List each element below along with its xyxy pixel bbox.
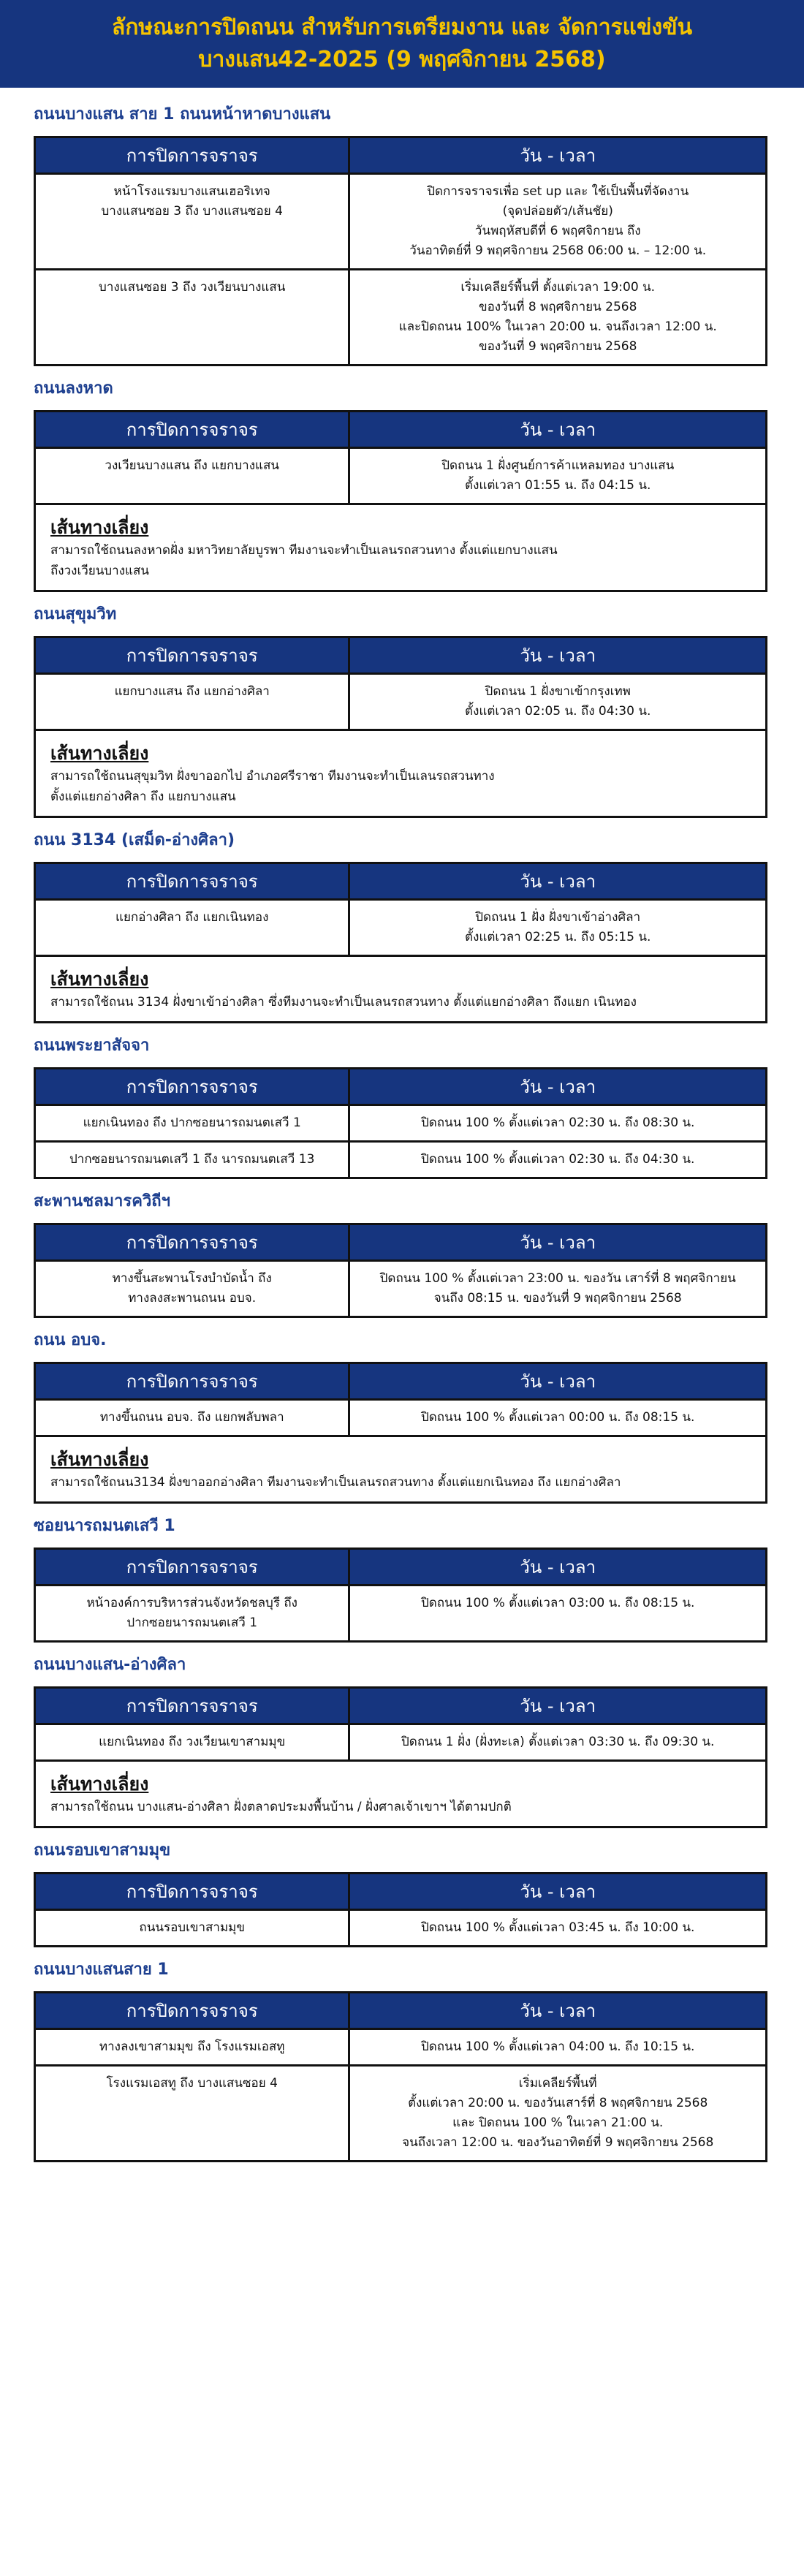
section-title: ถนนพระยาสัจจา	[34, 1037, 150, 1055]
table-row	[35, 900, 767, 956]
road-closure-list	[0, 88, 804, 2162]
closure-cell: หน้าองค์การบริหารส่วนจังหวัดชลบุรี ถึง ปากซอยนารถมนตเสวี 1	[35, 1586, 349, 1642]
detour-row	[35, 1761, 767, 1827]
datetime-column-header: วัน - เวลา	[349, 637, 767, 674]
datetime-column-header: วัน - เวลา	[349, 1688, 767, 1724]
detour-row	[35, 1436, 767, 1503]
closure-cell: แยกเนินทอง ถึง วงเวียนเขาสามมุข	[35, 1724, 349, 1761]
datetime-cell: ปิดถนน 100 % ตั้งแต่เวลา 02:30 น. ถึง 08:30 น.	[349, 1105, 767, 1142]
detour-row	[35, 504, 767, 591]
section-title: ถนน อบจ.	[34, 1331, 107, 1349]
table-row	[35, 674, 767, 730]
closure-column-header: การปิดการจราจร	[35, 412, 349, 448]
detour-label: เส้นทางเลี่ยง	[50, 517, 149, 538]
closure-cell: วงเวียนบางแสน ถึง แยกบางแสน	[35, 448, 349, 504]
table-row	[35, 174, 767, 270]
closure-cell: ทางลงเขาสามมุข ถึง โรงแรมเอสทู	[35, 2029, 349, 2066]
table-header-row	[35, 1549, 767, 1586]
datetime-cell: ปิดถนน 100 % ตั้งแต่เวลา 03:45 น. ถึง 10:00 น.	[349, 1910, 767, 1947]
table-header-row	[35, 1224, 767, 1261]
detour-cell	[35, 1436, 767, 1503]
datetime-cell: ปิดถนน 1 ฝั่ง (ฝั่งทะเล) ตั้งแต่เวลา 03:30 น. ถึง 09:30 น.	[349, 1724, 767, 1761]
datetime-cell: ปิดถนน 100 % ตั้งแต่เวลา 00:00 น. ถึง 08:15 น.	[349, 1400, 767, 1436]
table-row	[35, 448, 767, 504]
detour-text: สามารถใช้ถนน3134 ฝั่งขาออกอ่างศิลา ทีมงานจะทำเป็นเลนรถสวนทาง ตั้งแต่แยกเนินทอง ถึง แยกอ่างศิลา	[50, 1475, 621, 1490]
road-section	[34, 1035, 770, 1179]
detour-label: เส้นทางเลี่ยง	[50, 1449, 149, 1470]
closure-cell: ถนนรอบเขาสามมุข	[35, 1910, 349, 1947]
detour-text: สามารถใช้ถนน 3134 ฝั่งขาเข้าอ่างศิลา ซึ่งทีมงานจะทำเป็นเลนรถสวนทาง ตั้งแต่แยกอ่างศิลา ถึงแยก เนินทอง	[50, 995, 637, 1009]
page-title-line-1: ลักษณะการปิดถนน สำหรับการเตรียมงาน และ จัดการแข่งขัน	[111, 15, 693, 40]
road-section	[34, 1515, 770, 1643]
datetime-cell: ปิดการจราจรเพื่อ set up และ ใช้เป็นพื้นที่จัดงาน (จุดปล่อยตัว/เส้นชัย) วันพฤหัสบดีที่ 6 พฤศจิกายน ถึง วันอาทิตย์ที่ 9 พฤศจิกายน 2568 06:00 น. – 12:00 น.	[349, 174, 767, 270]
closure-table	[34, 410, 767, 592]
section-title: ถนนบางแสน สาย 1 ถนนหน้าหาดบางแสน	[34, 105, 331, 124]
closure-column-header: การปิดการจราจร	[35, 1688, 349, 1724]
closure-table	[34, 1686, 767, 1828]
datetime-column-header: วัน - เวลา	[349, 1224, 767, 1261]
road-section	[34, 1654, 770, 1828]
datetime-column-header: วัน - เวลา	[349, 1069, 767, 1105]
closure-cell: ทางขึ้นสะพานโรงบำบัดน้ำ ถึง ทางลงสะพานถนน อบจ.	[35, 1261, 349, 1317]
table-header-row	[35, 1688, 767, 1724]
datetime-column-header: วัน - เวลา	[349, 1993, 767, 2029]
datetime-column-header: วัน - เวลา	[349, 412, 767, 448]
road-section	[34, 604, 770, 818]
closure-column-header: การปิดการจราจร	[35, 863, 349, 900]
closure-table	[34, 1362, 767, 1504]
datetime-cell: ปิดถนน 1 ฝั่งศูนย์การค้าแหลมทอง บางแสน ตั้งแต่เวลา 01:55 น. ถึง 04:15 น.	[349, 448, 767, 504]
closure-column-header: การปิดการจราจร	[35, 137, 349, 174]
table-row	[35, 1400, 767, 1436]
closure-table	[34, 1223, 767, 1318]
closure-table	[34, 1991, 767, 2162]
datetime-cell: ปิดถนน 100 % ตั้งแต่เวลา 03:00 น. ถึง 08:15 น.	[349, 1586, 767, 1642]
closure-cell: โรงแรมเอสทู ถึง บางแสนซอย 4	[35, 2066, 349, 2162]
closure-table	[34, 136, 767, 366]
closure-column-header: การปิดการจราจร	[35, 1224, 349, 1261]
closure-table	[34, 1872, 767, 1947]
detour-cell	[35, 956, 767, 1023]
detour-text: สามารถใช้ถนนสุขุมวิท ฝั่งขาออกไป อำเภอศรีราชา ทีมงานจะทำเป็นเลนรถสวนทาง ตั้งแต่แยกอ่างศิลา ถึง แยกบางแสน	[50, 769, 495, 804]
road-section	[34, 104, 770, 366]
detour-label: เส้นทางเลี่ยง	[50, 1773, 149, 1795]
closure-column-header: การปิดการจราจร	[35, 1993, 349, 2029]
table-row	[35, 1261, 767, 1317]
detour-label: เส้นทางเลี่ยง	[50, 969, 149, 990]
section-title: ซอยนารถมนตเสวี 1	[34, 1517, 175, 1535]
table-header-row	[35, 1363, 767, 1400]
road-section	[34, 1191, 770, 1318]
section-title: ถนนรอบเขาสามมุข	[34, 1841, 171, 1860]
datetime-cell: ปิดถนน 100 % ตั้งแต่เวลา 23:00 น. ของวัน เสาร์ที่ 8 พฤศจิกายน จนถึง 08:15 น. ของวันที่ 9 พฤศจิกายน 2568	[349, 1261, 767, 1317]
closure-column-header: การปิดการจราจร	[35, 1069, 349, 1105]
datetime-column-header: วัน - เวลา	[349, 1549, 767, 1586]
table-header-row	[35, 1874, 767, 1910]
section-title: ถนนลงหาด	[34, 379, 113, 398]
detour-label: เส้นทางเลี่ยง	[50, 743, 149, 764]
detour-cell	[35, 1761, 767, 1827]
closure-column-header: การปิดการจราจร	[35, 637, 349, 674]
closure-cell: แยกอ่างศิลา ถึง แยกเนินทอง	[35, 900, 349, 956]
table-row	[35, 2029, 767, 2066]
section-title: ถนน 3134 (เสม็ด-อ่างศิลา)	[34, 831, 235, 849]
table-header-row	[35, 1993, 767, 2029]
page-title-line-2: บางแสน42-2025 (9 พฤศจิกายน 2568)	[198, 47, 606, 72]
datetime-column-header: วัน - เวลา	[349, 1363, 767, 1400]
datetime-cell: ปิดถนน 100 % ตั้งแต่เวลา 02:30 น. ถึง 04:30 น.	[349, 1142, 767, 1178]
road-section	[34, 1840, 770, 1947]
closure-cell: หน้าโรงแรมบางแสนเฮอริเทจ บางแสนซอย 3 ถึง บางแสนซอย 4	[35, 174, 349, 270]
closure-cell: บางแสนซอย 3 ถึง วงเวียนบางแสน	[35, 270, 349, 365]
road-section	[34, 1959, 770, 2162]
table-header-row	[35, 412, 767, 448]
closure-cell: ปากซอยนารถมนตเสวี 1 ถึง นารถมนตเสวี 13	[35, 1142, 349, 1178]
table-row	[35, 1724, 767, 1761]
datetime-cell: ปิดถนน 100 % ตั้งแต่เวลา 04:00 น. ถึง 10:15 น.	[349, 2029, 767, 2066]
closure-column-header: การปิดการจราจร	[35, 1363, 349, 1400]
datetime-column-header: วัน - เวลา	[349, 1874, 767, 1910]
closure-table	[34, 862, 767, 1023]
table-row	[35, 270, 767, 365]
detour-cell	[35, 730, 767, 817]
closure-table	[34, 1067, 767, 1179]
closure-column-header: การปิดการจราจร	[35, 1549, 349, 1586]
closure-cell: ทางขึ้นถนน อบจ. ถึง แยกพลับพลา	[35, 1400, 349, 1436]
datetime-cell: เริ่มเคลียร์พื้นที่ ตั้งแต่เวลา 20:00 น. ของวันเสาร์ที่ 8 พฤศจิกายน 2568 และ ปิดถนน 100 % ในเวลา 21:00 น. จนถึงเวลา 12:00 น. ของวันอาทิตย์ที่ 9 พฤศจิกายน 2568	[349, 2066, 767, 2162]
section-title: ถนนบางแสน-อ่างศิลา	[34, 1656, 186, 1674]
section-title: สะพานชลมารควิถีฯ	[34, 1192, 170, 1211]
closure-cell: แยกบางแสน ถึง แยกอ่างศิลา	[35, 674, 349, 730]
table-row	[35, 1105, 767, 1142]
detour-text: สามารถใช้ถนนลงหาดฝั่ง มหาวิทยาลัยบูรพา ทีมงานจะทำเป็นเลนรถสวนทาง ตั้งแต่แยกบางแสน ถึงวงเวียนบางแสน	[50, 543, 558, 578]
road-section	[34, 830, 770, 1023]
datetime-column-header: วัน - เวลา	[349, 137, 767, 174]
datetime-column-header: วัน - เวลา	[349, 863, 767, 900]
datetime-cell: เริ่มเคลียร์พื้นที่ ตั้งแต่เวลา 19:00 น. ของวันที่ 8 พฤศจิกายน 2568 และปิดถนน 100% ในเวลา 20:00 น. จนถึงเวลา 12:00 น. ของวันที่ 9 พฤศจิกายน 2568	[349, 270, 767, 365]
table-header-row	[35, 637, 767, 674]
table-row	[35, 1142, 767, 1178]
datetime-cell: ปิดถนน 1 ฝั่งขาเข้ากรุงเทพ ตั้งแต่เวลา 02:05 น. ถึง 04:30 น.	[349, 674, 767, 730]
road-section	[34, 378, 770, 592]
detour-text: สามารถใช้ถนน บางแสน-อ่างศิลา ฝั่งตลาดประมงพื้นบ้าน / ฝั่งศาลเจ้าเขาฯ ได้ตามปกติ	[50, 1800, 512, 1814]
table-header-row	[35, 863, 767, 900]
detour-row	[35, 730, 767, 817]
table-row	[35, 1910, 767, 1947]
closure-cell: แยกเนินทอง ถึง ปากซอยนารถมนตเสวี 1	[35, 1105, 349, 1142]
page-header	[0, 0, 804, 88]
section-title: ถนนบางแสนสาย 1	[34, 1961, 169, 1979]
detour-row	[35, 956, 767, 1023]
table-row	[35, 2066, 767, 2162]
closure-table	[34, 1548, 767, 1643]
datetime-cell: ปิดถนน 1 ฝั่ง ฝั่งขาเข้าอ่างศิลา ตั้งแต่เวลา 02:25 น. ถึง 05:15 น.	[349, 900, 767, 956]
section-title: ถนนสุขุมวิท	[34, 605, 117, 624]
table-header-row	[35, 1069, 767, 1105]
road-section	[34, 1330, 770, 1504]
detour-cell	[35, 504, 767, 591]
table-row	[35, 1586, 767, 1642]
closure-column-header: การปิดการจราจร	[35, 1874, 349, 1910]
table-header-row	[35, 137, 767, 174]
closure-table	[34, 636, 767, 818]
